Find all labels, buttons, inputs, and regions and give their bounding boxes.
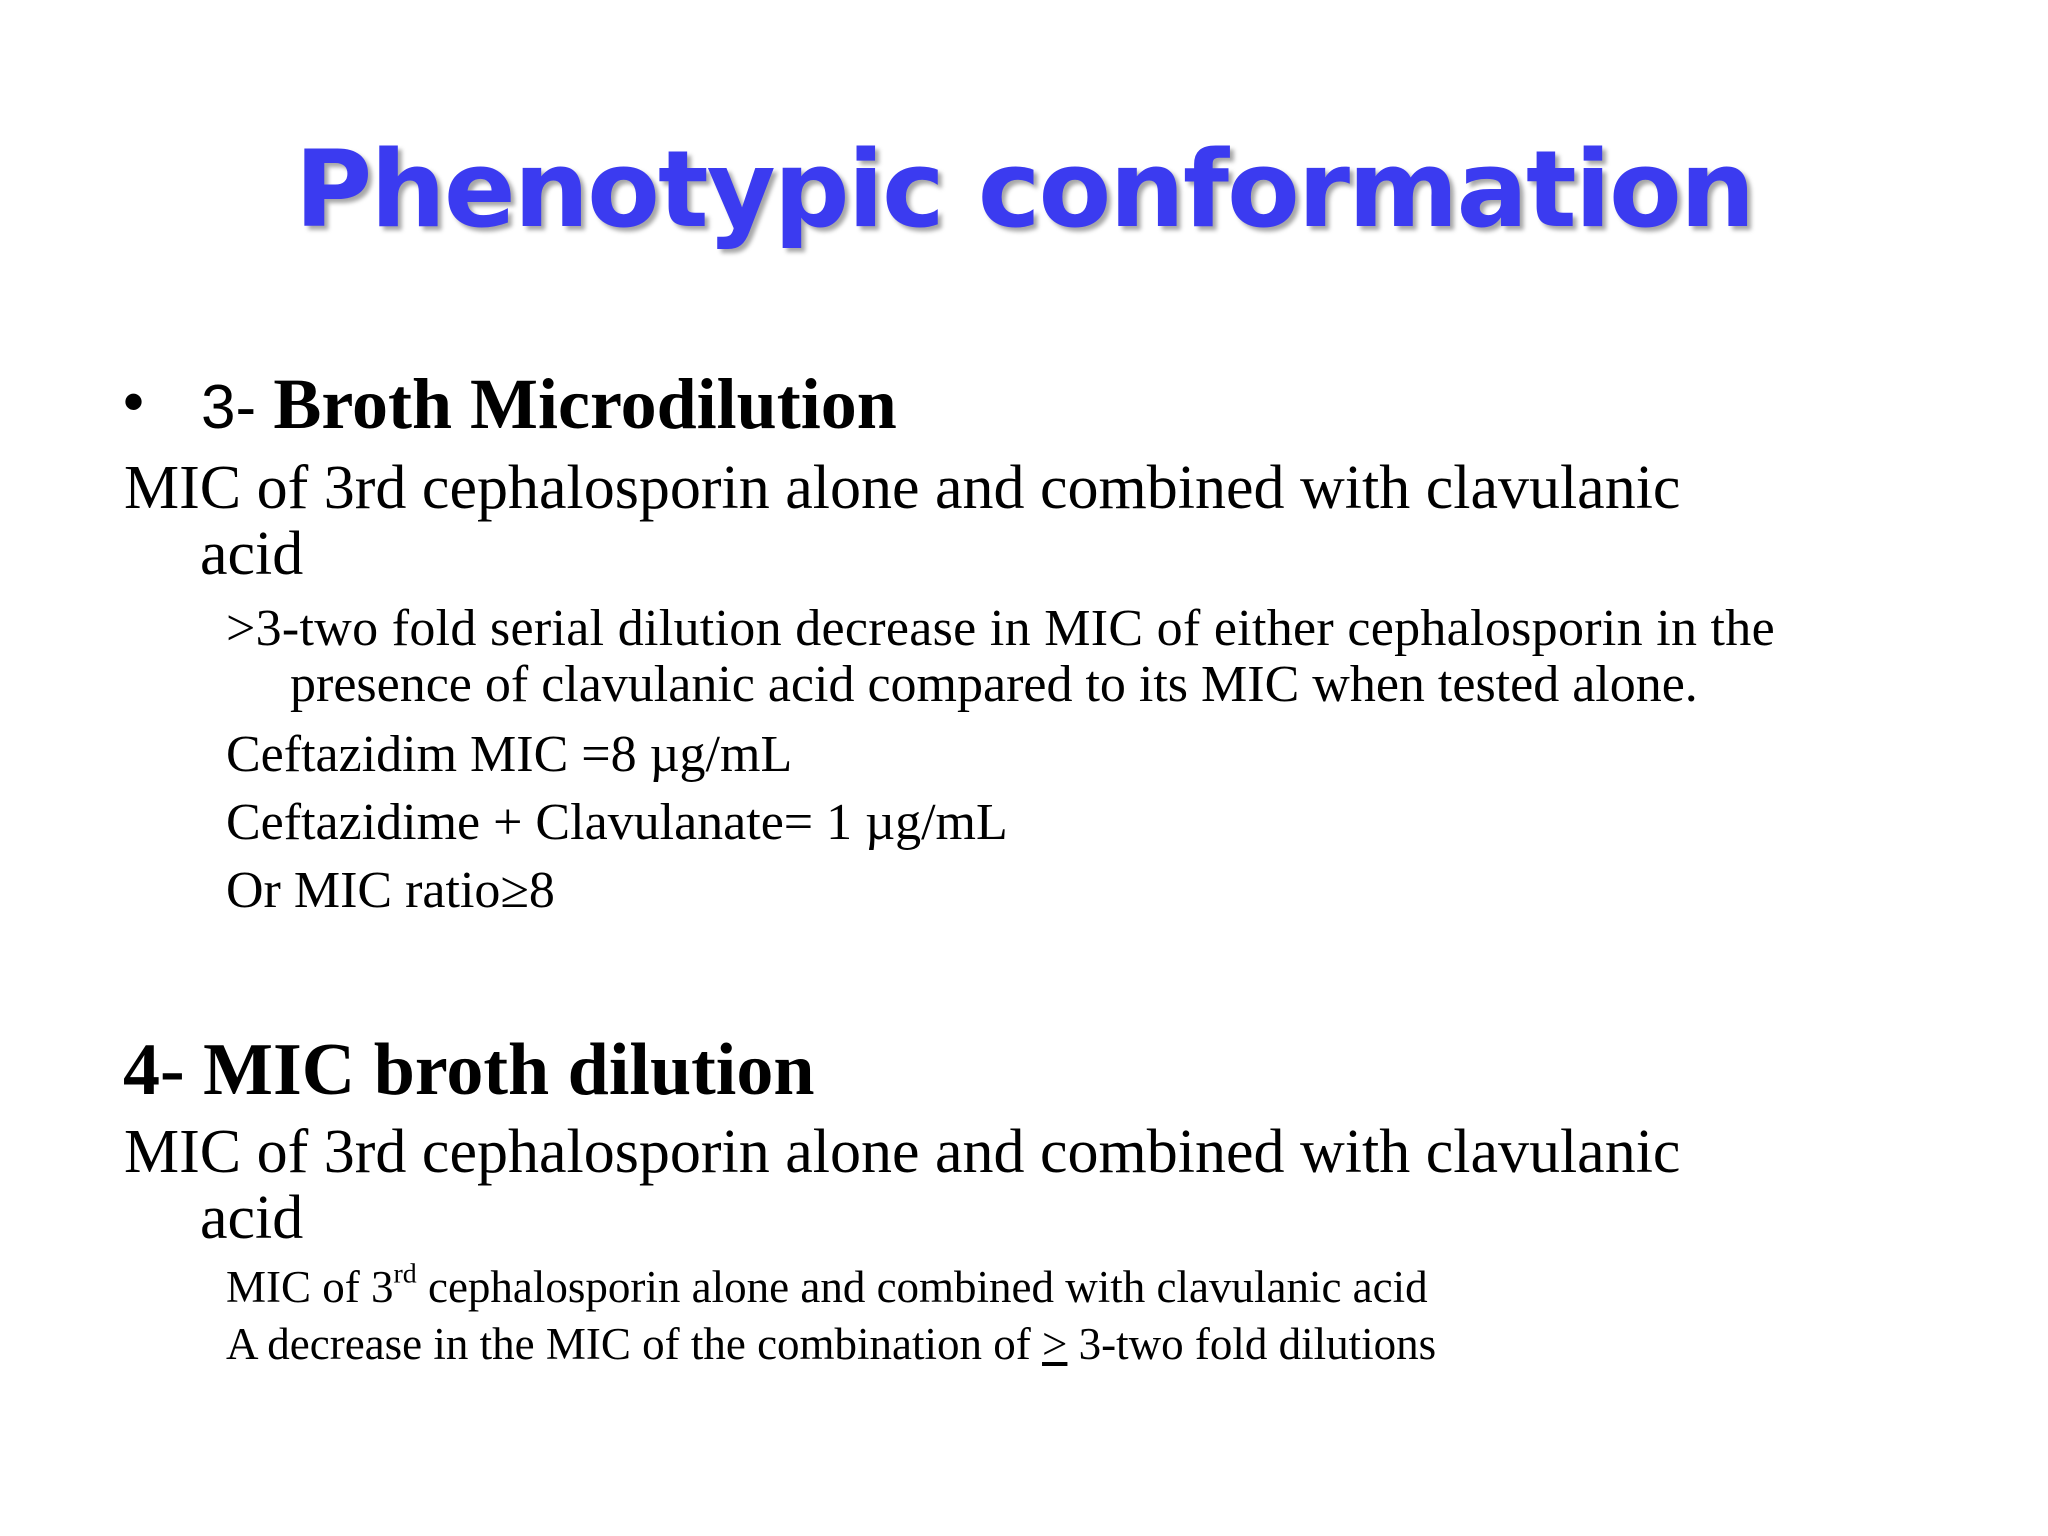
section-3-mic-line-1: MIC of 3rd cephalosporin alone and combined with clavulanic bbox=[124, 454, 1681, 522]
section-4-mic-line-2: acid bbox=[200, 1184, 304, 1252]
example-ceftazidim-mic: Ceftazidim MIC =8 µg/mL bbox=[226, 726, 793, 783]
detail-1-suffix: cephalosporin alone and combined with clavulanic acid bbox=[416, 1262, 1428, 1312]
section-3-mic-line-2: acid bbox=[200, 520, 304, 588]
section-4-detail-2 bbox=[226, 1320, 1436, 1370]
section-4-detail-1 bbox=[226, 1258, 1428, 1313]
bullet-icon: • bbox=[123, 368, 145, 435]
ordinal-suffix: rd bbox=[393, 1258, 417, 1290]
section-3-number: 3- bbox=[201, 373, 274, 442]
section-3-criteria-line-2: presence of clavulanic acid compared to its MIC when tested alone. bbox=[290, 656, 1698, 713]
example-ceftazidime-clavulanate: Ceftazidime + Clavulanate= 1 µg/mL bbox=[226, 794, 1008, 851]
section-3-title: Broth Microdilution bbox=[273, 364, 897, 444]
detail-2-prefix: A decrease in the MIC of the combination of bbox=[226, 1319, 1043, 1369]
section-4-mic-line-1: MIC of 3rd cephalosporin alone and combined with clavulanic bbox=[124, 1118, 1681, 1186]
slide-title: Phenotypic conformation bbox=[294, 128, 1754, 251]
detail-1-prefix: MIC of 3 bbox=[226, 1262, 394, 1312]
section-3-criteria-line-1: >3-two fold serial dilution decrease in MIC of either cephalosporin in the bbox=[226, 600, 1775, 657]
section-4-heading: 4- MIC broth dilution bbox=[123, 1029, 815, 1111]
greater-equal-symbol: > bbox=[1042, 1319, 1068, 1369]
detail-2-suffix: 3-two fold dilutions bbox=[1067, 1319, 1437, 1369]
section-3-heading bbox=[123, 365, 897, 444]
example-mic-ratio: Or MIC ratio≥8 bbox=[226, 862, 555, 919]
